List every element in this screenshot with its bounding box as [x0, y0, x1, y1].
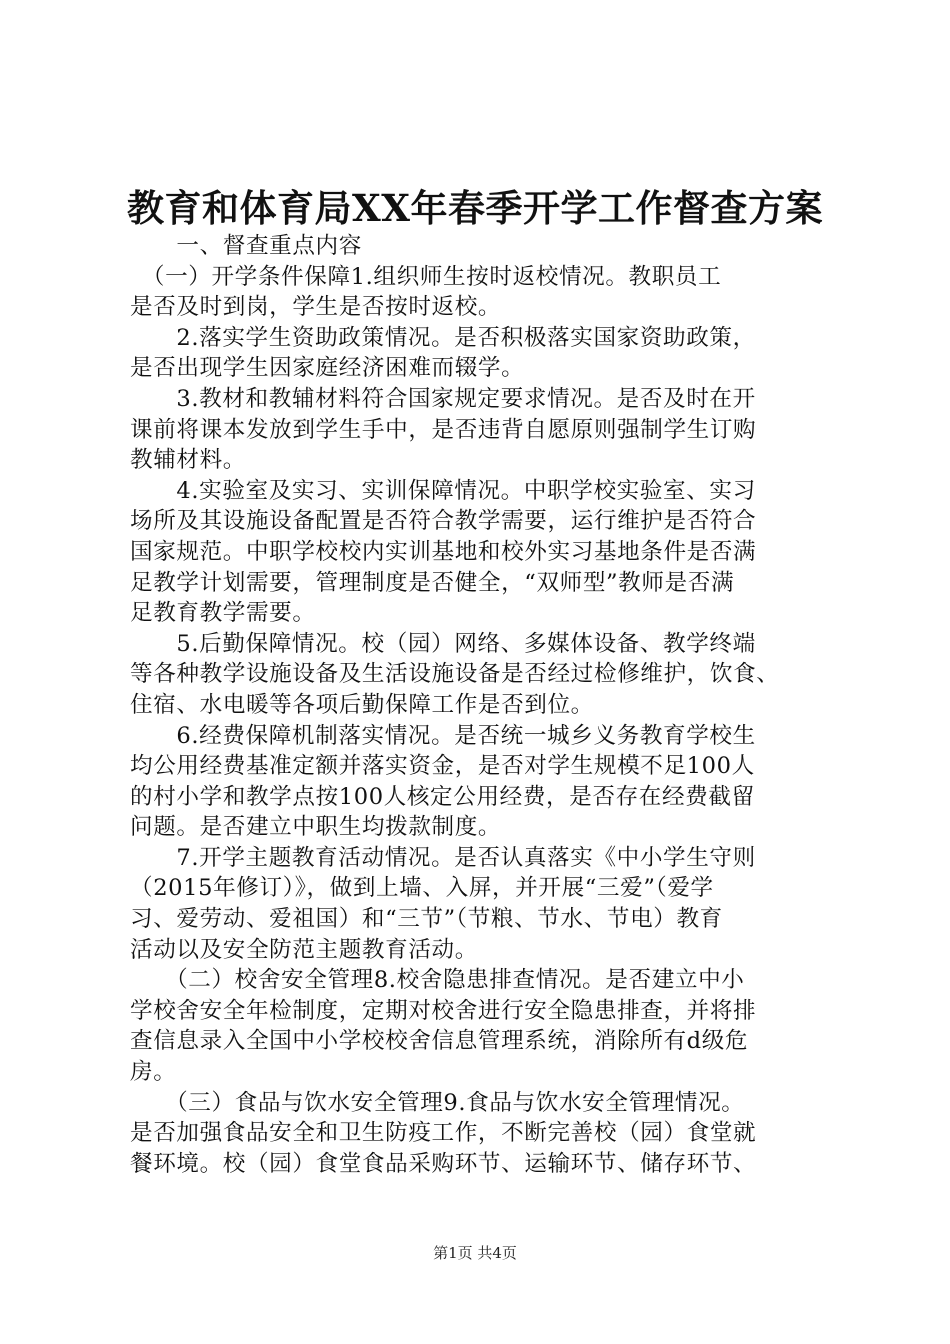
section-heading: 一、督查重点内容 — [130, 233, 362, 259]
page-number: 第1页 共4页 — [433, 1244, 517, 1262]
body-line: 3.教材和教辅材料符合国家规定要求情况。是否及时在开 — [130, 385, 756, 412]
body-line: 等各种教学设施设备及生活设施设备是否经过检修维护，饮食、 — [130, 661, 780, 688]
body-line: 足教育教学需要。 — [130, 600, 316, 627]
body-line: 课前将课本发放到学生手中，是否违背自愿原则强制学生订购 — [130, 416, 757, 443]
body-line: （2015年修订）》，做到上墙、入屏，并开展“三爱”（爱学 — [130, 875, 714, 902]
body-line: 2.落实学生资助政策情况。是否积极落实国家资助政策， — [130, 324, 756, 351]
document-title: 教育和体育局XX年春季开学工作督查方案 — [127, 186, 823, 230]
document-body — [130, 231, 830, 1179]
body-line: 学校舍安全年检制度，定期对校舍进行安全隐患排查，并将排 — [130, 997, 757, 1024]
body-line: 是否出现学生因家庭经济困难而辍学。 — [130, 355, 525, 382]
body-line: 4.实验室及实习、实训保障情况。中职学校实验室、实习 — [130, 477, 756, 504]
body-line: （一）开学条件保障1.组织师生按时返校情况。教职员工 — [130, 263, 722, 290]
body-line: 7.开学主题教育活动情况。是否认真落实《中小学生守则 — [130, 844, 756, 871]
body-line: （二）校舍安全管理8.校舍隐患排查情况。是否建立中小 — [130, 967, 745, 994]
body-line: 是否加强食品安全和卫生防疫工作，不断完善校（园）食堂就 — [130, 1120, 757, 1147]
body-line: 习、爱劳动、爱祖国）和“三节”（节粮、节水、节电）教育 — [130, 906, 723, 933]
body-line: 查信息录入全国中小学校校舍信息管理系统，消除所有d级危 — [130, 1028, 749, 1055]
body-line: 活动以及安全防范主题教育活动。 — [130, 936, 478, 963]
body-line: 国家规范。中职学校校内实训基地和校外实习基地条件是否满 — [130, 538, 757, 565]
body-line: 场所及其设施设备配置是否符合教学需要，运行维护是否符合 — [130, 508, 757, 535]
body-line: 是否及时到岗，学生是否按时返校。 — [130, 294, 502, 321]
body-line: 6.经费保障机制落实情况。是否统一城乡义务教育学校生 — [130, 722, 756, 749]
body-line: 5.后勤保障情况。校（园）网络、多媒体设备、教学终端 — [130, 630, 756, 657]
body-line: 教辅材料。 — [130, 447, 246, 474]
body-line: 餐环境。校（园）食堂食品采购环节、运输环节、储存环节、 — [130, 1150, 757, 1177]
body-line: 住宿、水电暖等各项后勤保障工作是否到位。 — [130, 691, 594, 718]
body-line: 的村小学和教学点按100人核定公用经费，是否存在经费截留 — [130, 783, 755, 810]
body-line: （三）食品与饮水安全管理9.食品与饮水安全管理情况。 — [130, 1089, 745, 1116]
body-line: 均公用经费基准定额并落实资金，是否对学生规模不足100人 — [130, 753, 755, 780]
body-line: 足教学计划需要，管理制度是否健全，“双师型”教师是否满 — [130, 569, 735, 596]
body-line: 问题。是否建立中职生均拨款制度。 — [130, 814, 502, 841]
body-line: 房。 — [130, 1059, 177, 1086]
